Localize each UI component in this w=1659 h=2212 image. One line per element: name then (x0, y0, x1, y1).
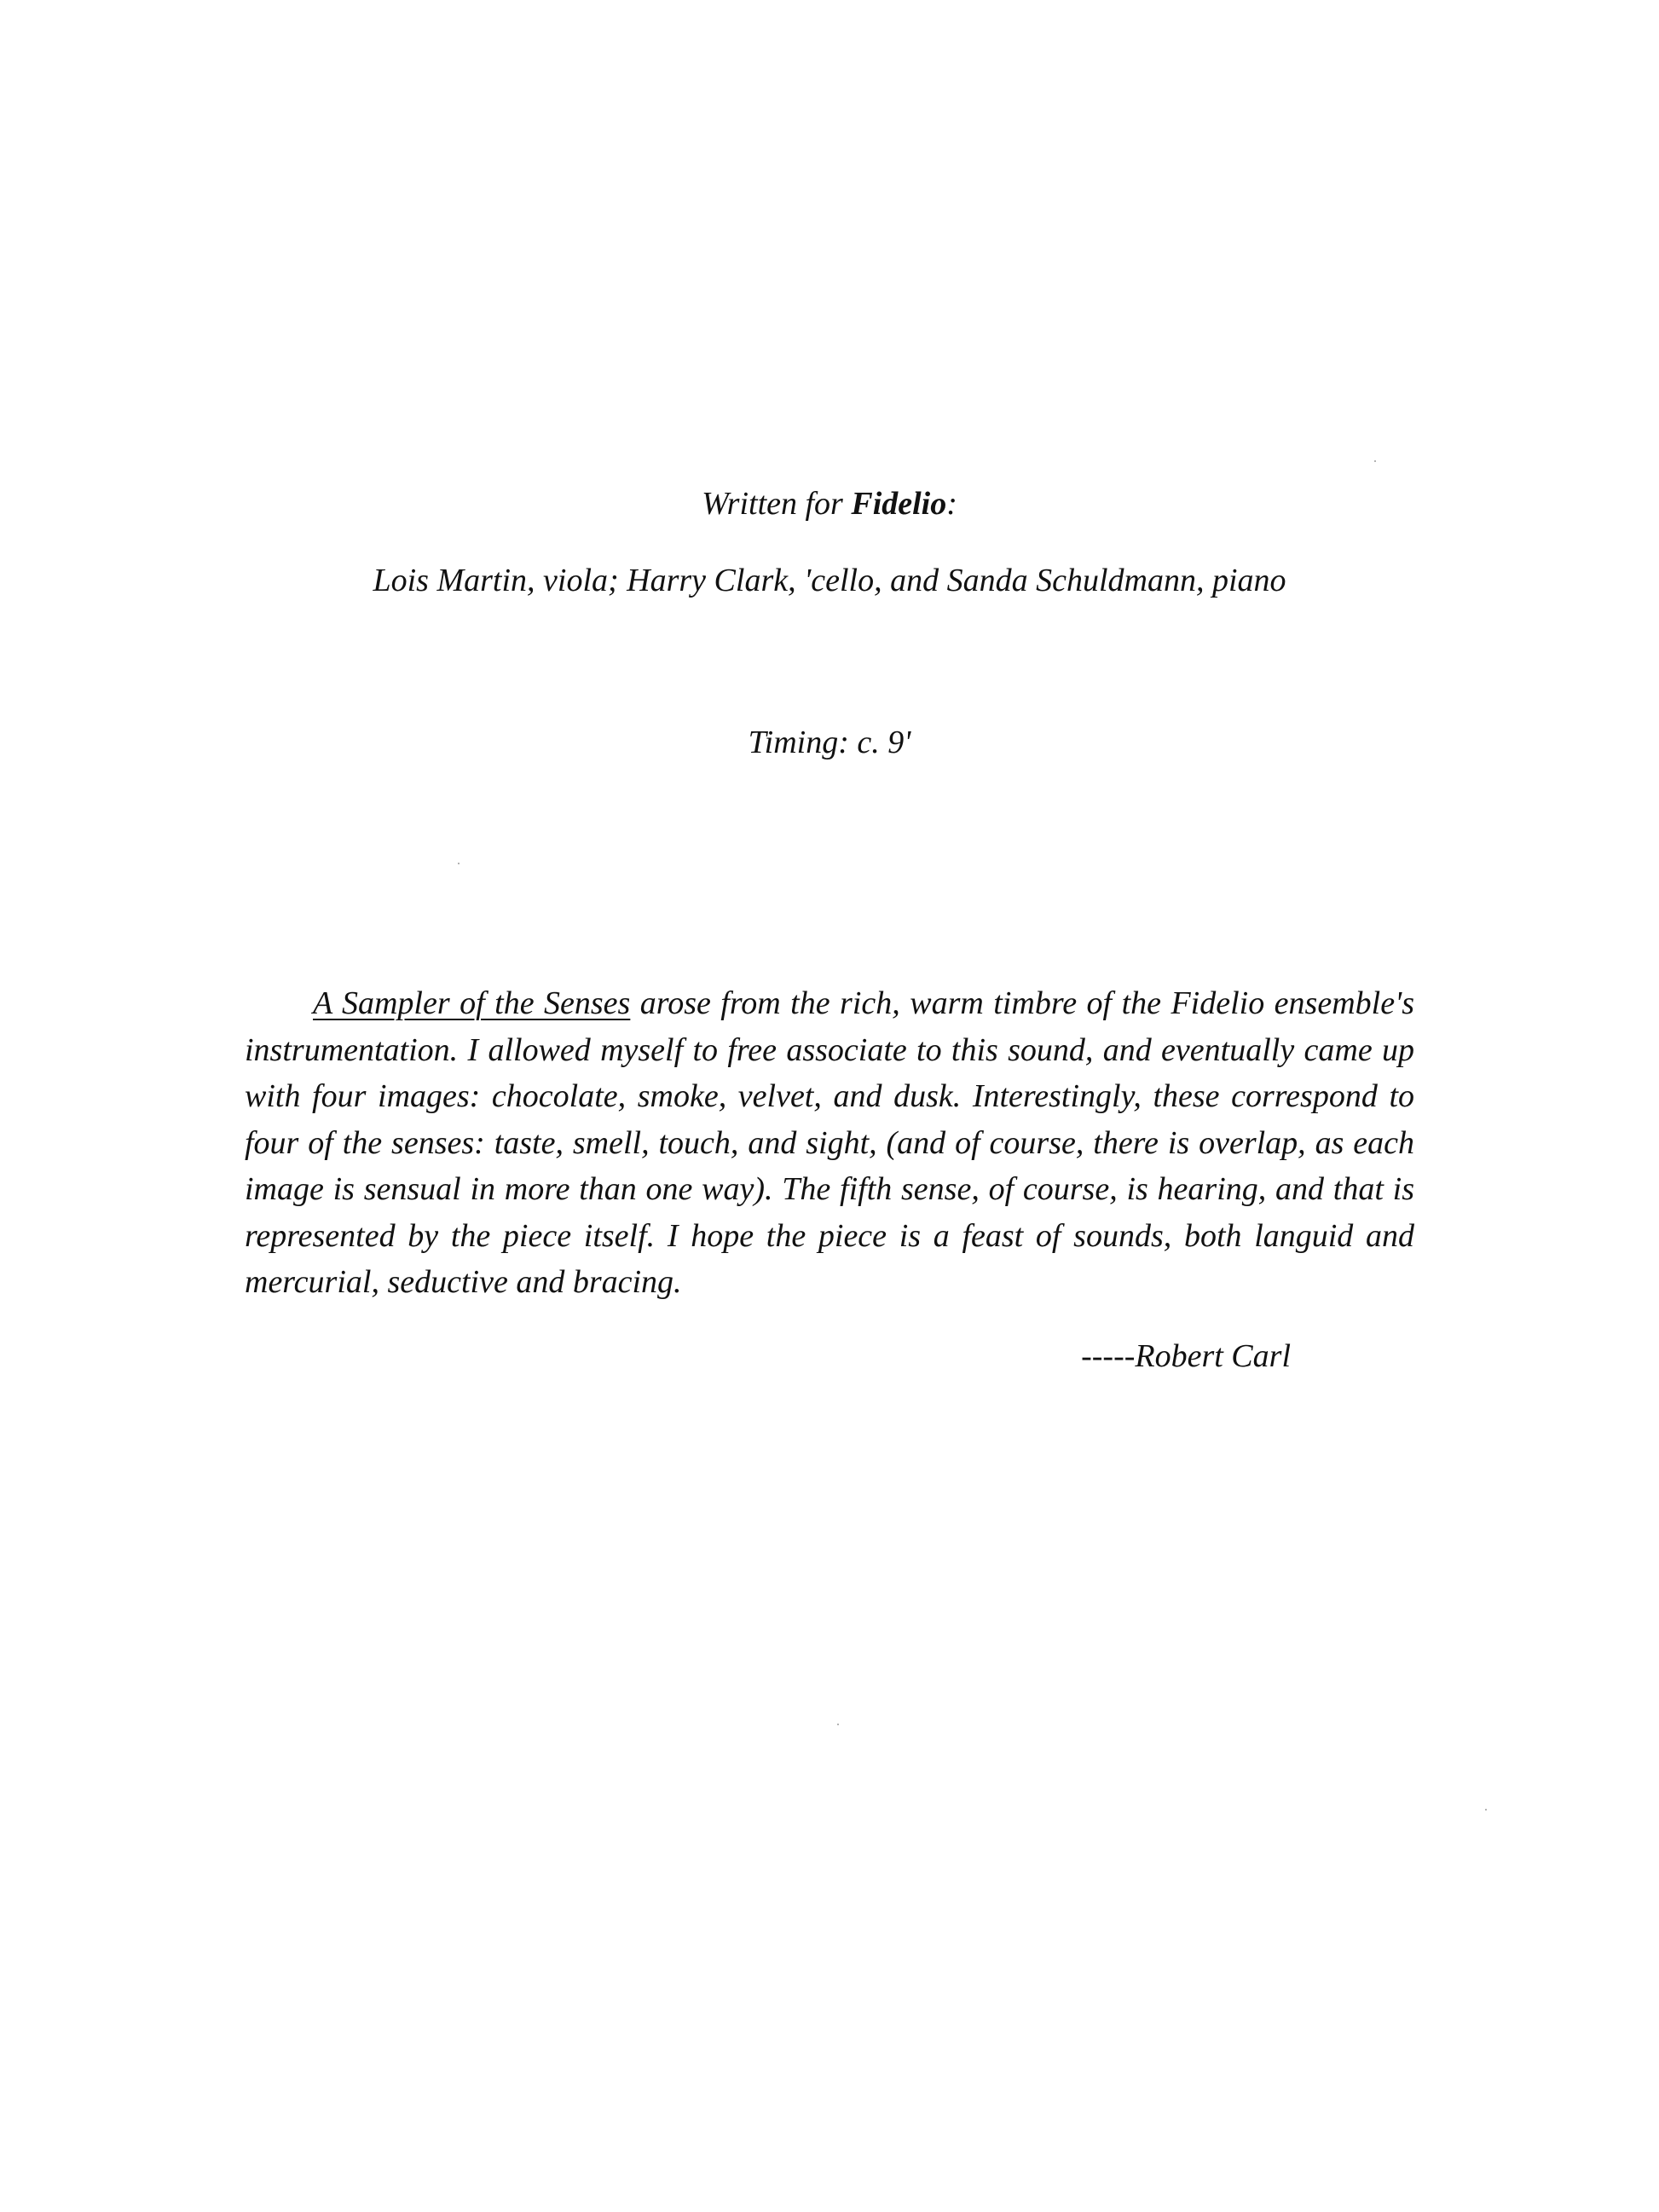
dedication-prefix: Written for (702, 486, 852, 522)
dedication-suffix: : (946, 486, 957, 522)
scan-speck (458, 863, 460, 864)
performers-line: Lois Martin, viola; Harry Clark, 'cello, and Sanda Schuldmann, piano (373, 563, 1286, 598)
program-note-paragraph (245, 980, 1414, 1306)
work-title: A Sampler of the Senses (313, 985, 631, 1021)
program-note-body: arose from the rich, warm timbre of the Fidelio ensemble's instrumentation. I allowed myself to free associate to this sound, and eventually came up with four images: chocolate, smoke, velvet, and dusk. Interestingly, these correspond to four of the senses: taste, smell, touch, and sight, (and of course, there is overlap, as each image is sensual in more than one way). The fifth sense, of course, is hearing, and that is represented by the piece itself. I hope the piece is a feast of sounds, both languid and mercurial, seductive and bracing. (245, 985, 1414, 1300)
composer-signature: -----Robert Carl (1081, 1338, 1291, 1374)
dedication-line (0, 488, 1659, 520)
timing-line: Timing: c. 9' (748, 725, 911, 760)
ensemble-name: Fidelio (851, 486, 947, 522)
scan-speck (837, 1724, 839, 1725)
scan-speck (1485, 1809, 1487, 1811)
scan-speck (1374, 460, 1376, 462)
